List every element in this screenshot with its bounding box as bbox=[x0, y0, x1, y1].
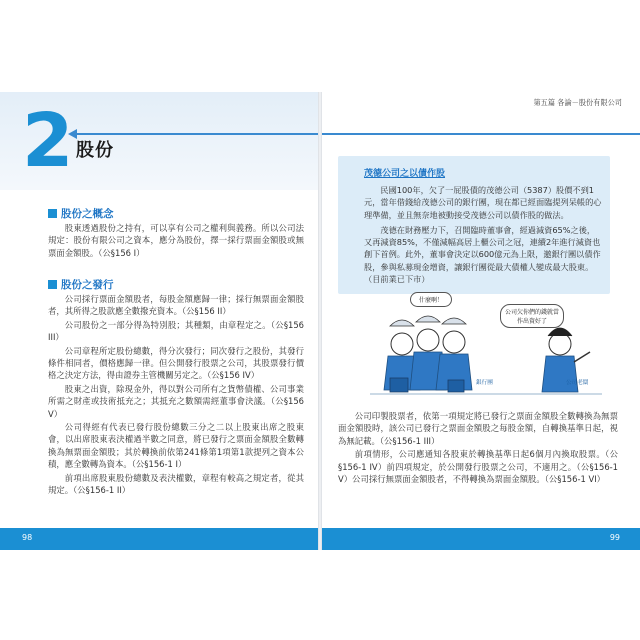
paragraph: 公司得經有代表已發行股份總數三分之二以上股東出席之股東會，以出席股東表決權過半數之同意，將已發行之票面金額股全數轉換為無票面金額股；其於轉換前依第241條第1項第1款提列之資本公積，應全數轉為資本。（公§156-1 I） bbox=[48, 422, 304, 470]
case-box-body bbox=[364, 184, 602, 288]
section-square-icon bbox=[48, 280, 57, 289]
section-issuance-body bbox=[48, 293, 304, 498]
section-title-issuance: 股份之發行 bbox=[48, 277, 114, 292]
left-page bbox=[0, 92, 318, 550]
right-page bbox=[322, 92, 640, 550]
chapter-arrow-line bbox=[76, 133, 318, 135]
page-number: 98 bbox=[22, 533, 33, 542]
paragraph: 公司章程所定股份總數，得分次發行；同次發行之股份，其發行條件相同者，價格應歸一律。但公開發行股票之公司，其股票發行價格之決定方法，得由證券主管機關另定之。（公§156 IV） bbox=[48, 345, 304, 381]
chapter-number: 2 bbox=[22, 98, 74, 184]
section-square-icon bbox=[48, 209, 57, 218]
chapter-title: 股份 bbox=[76, 140, 114, 161]
cartoon-illustration bbox=[370, 292, 602, 402]
paragraph: 股東透過股份之持有，可以享有公司之權利與義務。所以公司法規定：股份有限公司之資本，應分為股份，擇一採行票面金額股或無票面金額股。（公§156 I） bbox=[48, 223, 304, 258]
speech-bubble-boss: 公司欠你們的錢就當作出資好了 bbox=[500, 304, 564, 328]
right-page-body bbox=[338, 410, 618, 486]
case-box-title: 茂德公司之以債作股 bbox=[364, 169, 446, 179]
paragraph: 股東之出資，除現金外，得以對公司所有之貨幣債權、公司事業所需之財產或技術抵充之；其抵充之數額需經董事會決議。（公§156 V） bbox=[48, 383, 304, 419]
chapter-arrow-head-icon bbox=[68, 129, 77, 139]
label-bank-group: 銀行團 bbox=[476, 380, 493, 386]
page-number: 99 bbox=[609, 533, 620, 542]
running-head: 第五篇 各論－股份有限公司 bbox=[533, 98, 622, 107]
paragraph: 茂德在財務壓力下，召開臨時董事會，經過減資65%之後，又再減資85%，不僅減幅高居上櫃公司之冠，連續2年進行減資也創下首例。此外，董事會決定以600億元為上限，邀銀行團以債作股，參與私募現金增資，讓銀行團從最大債權人變成最大股東。（目前業已下市） bbox=[364, 224, 601, 285]
running-head-line bbox=[322, 133, 640, 135]
label-company-boss: 公司老闆 bbox=[566, 380, 589, 386]
paragraph: 前項出席股東股份總數及表決權數，章程有較高之規定者，從其規定。（公§156-1 II） bbox=[48, 472, 304, 496]
speech-bubble-bankers: 什麼啊！ bbox=[410, 292, 452, 307]
paragraph: 前項情形，公司應通知各股東於轉換基準日起6個月內換取股票。（公§156-1 IV）前四項規定，於公開發行股票之公司，不適用之。（公§156-1 V）公司採行無票面金額股者，不得轉換為票面金額股。（公§156-1 VI） bbox=[338, 449, 618, 485]
footer-bar bbox=[322, 528, 640, 550]
paragraph: 公司採行票面金額股者，每股金額應歸一律；採行無票面金額股者，其所得之股款應全數撥充資本。（公§156 II） bbox=[48, 294, 304, 317]
section-concept-body bbox=[48, 222, 304, 260]
paragraph: 公司印製股票者，依第一項規定將已發行之票面金額股全數轉換為無票面金額股時，該公司已發行之票面金額股之每股金額，自轉換基準日起，視為無記載。（公§156-1 III） bbox=[338, 411, 618, 446]
footer-bar bbox=[0, 528, 318, 550]
paragraph: 民國100年，欠了一屁股債的茂德公司（5387）股價不到1元，當年借錢給茂德公司的銀行團，現在都已經面臨提列呆帳的心理準備，並且無奈地被動接受茂德公司以債作股的做法。 bbox=[364, 185, 602, 220]
book-spread bbox=[0, 92, 640, 550]
paragraph: 公司股份之一部分得為特別股；其種類，由章程定之。（公§156 III） bbox=[48, 319, 304, 343]
section-title-concept: 股份之概念 bbox=[48, 206, 114, 221]
